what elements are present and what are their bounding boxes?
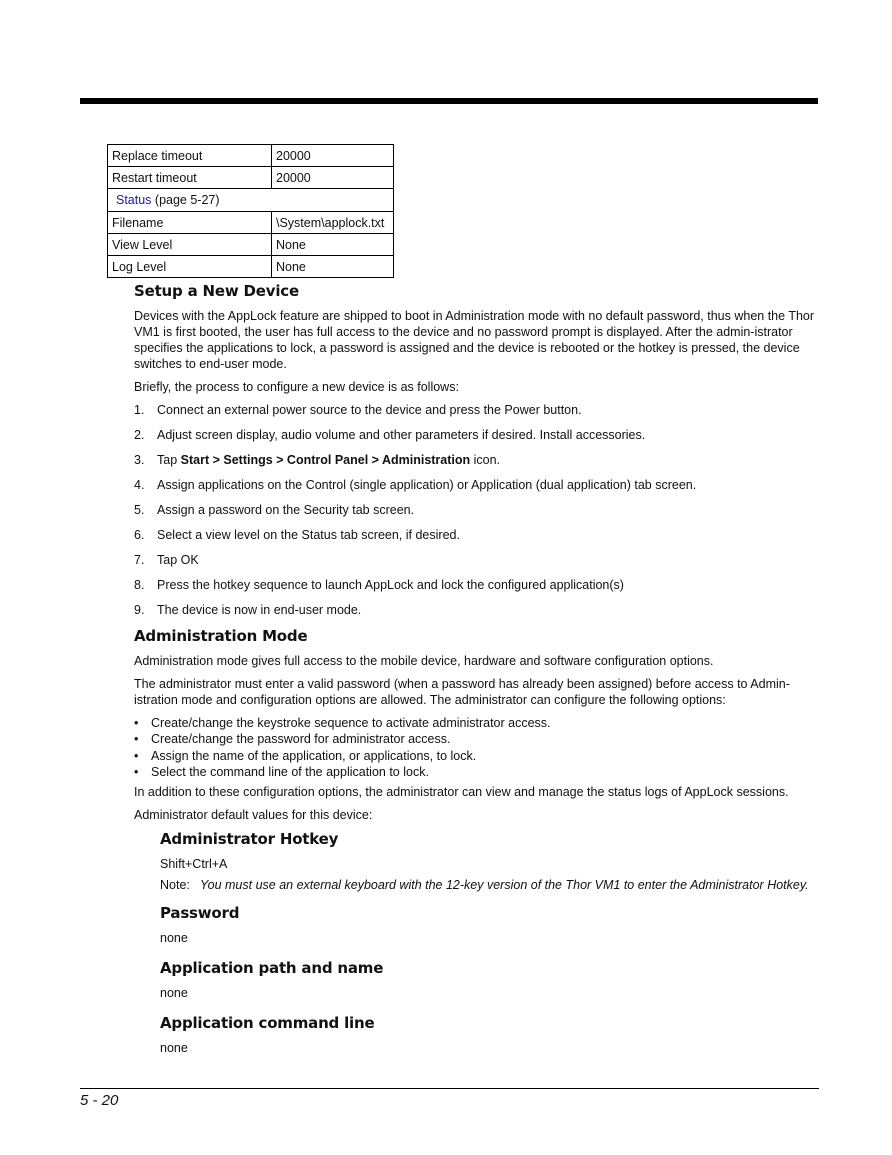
hotkey-value: Shift+Ctrl+A	[160, 857, 228, 872]
bottom-rule	[80, 1088, 819, 1089]
table-row	[108, 256, 394, 278]
list-item	[134, 502, 819, 518]
table-cell-value: 20000	[272, 167, 394, 189]
password-heading: Password	[160, 904, 240, 923]
setup-heading: Setup a New Device	[134, 282, 299, 300]
app-path-heading: Application path and name	[160, 959, 384, 978]
table-cell-label: Restart timeout	[108, 167, 272, 189]
step-number: 5.	[134, 503, 145, 517]
step-text-post: icon.	[470, 453, 501, 467]
step-number: 2.	[134, 428, 145, 442]
page-number: 5 - 20	[80, 1092, 119, 1109]
step-text: Adjust screen display, audio volume and other parameters if desired. Install accessories.	[157, 428, 646, 442]
step-number: 8.	[134, 578, 145, 592]
list-item	[134, 477, 819, 493]
table-cell-label: Filename	[108, 212, 272, 234]
step-text: Assign applications on the Control (single application) or Application (dual application) tab screen.	[157, 478, 697, 492]
table-row	[108, 212, 394, 234]
note-text: You must use an external keyboard with the 12-key version of the Thor VM1 to enter the Administrator Hotkey.	[200, 878, 809, 893]
setup-briefly: Briefly, the process to configure a new device is as follows:	[134, 380, 459, 394]
setup-intro: Devices with the AppLock feature are shipped to boot in Administration mode with no default password, thus when the Thor VM1 is first booted, the user has full access to the device and no password prompt is displayed. After the admin-istrator specifies the applications to lock, a password is assigned and the device is rebooted or the hotkey is pressed, the device switches to end-user mode.	[134, 309, 815, 371]
app-cmd-value: none	[160, 1041, 188, 1056]
admin-options-list	[134, 715, 819, 780]
table-section-row	[108, 189, 394, 212]
list-item	[134, 602, 819, 618]
top-rule	[80, 98, 818, 104]
list-item	[134, 577, 819, 593]
admin-heading: Administration Mode	[134, 627, 308, 645]
step-number: 3.	[134, 453, 145, 467]
list-item	[134, 427, 819, 443]
password-value: none	[160, 931, 188, 946]
list-item	[134, 527, 819, 543]
table-cell-value: None	[272, 256, 394, 278]
step-text-pre: Tap	[157, 453, 181, 467]
step-text: Tap OK	[157, 553, 199, 567]
admin-paragraph: Administration mode gives full access to the mobile device, hardware and software configuration options.	[134, 654, 714, 668]
list-item: • Create/change the password for administrator access.	[134, 731, 819, 747]
table-cell-value: None	[272, 234, 394, 256]
list-item: • Assign the name of the application, or applications, to lock.	[134, 748, 819, 764]
table-cell-label: View Level	[108, 234, 272, 256]
main-content	[134, 282, 819, 1063]
properties-table	[107, 144, 394, 278]
step-menu-path: Start > Settings > Control Panel > Administration	[180, 453, 471, 467]
admin-paragraph: Administrator default values for this device:	[134, 808, 373, 823]
list-item: • Select the command line of the application to lock.	[134, 764, 819, 780]
table-row	[108, 167, 394, 189]
step-text: Select a view level on the Status tab screen, if desired.	[157, 528, 460, 542]
step-text: Connect an external power source to the device and press the Power button.	[157, 403, 582, 417]
step-text: The device is now in end-user mode.	[157, 603, 362, 617]
hotkey-heading: Administrator Hotkey	[160, 830, 339, 849]
step-text: Press the hotkey sequence to launch AppLock and lock the configured application(s)	[157, 578, 624, 592]
setup-steps	[134, 402, 819, 618]
admin-paragraph: The administrator must enter a valid password (when a password has already been assigned) before access to Admin-istration mode and configuration options are allowed. The administrator can configure the following options:	[134, 677, 790, 707]
hotkey-note	[160, 879, 819, 892]
table-cell-label: Replace timeout	[108, 145, 272, 167]
note-label: Note:	[160, 878, 190, 893]
list-item	[134, 452, 819, 468]
list-item	[134, 552, 819, 568]
table-cell-label: Log Level	[108, 256, 272, 278]
status-page-ref: (page 5-27)	[151, 193, 220, 207]
step-number: 7.	[134, 553, 145, 567]
admin-paragraph: In addition to these configuration options, the administrator can view and manage the status logs of AppLock sessions.	[134, 785, 789, 800]
table-row	[108, 234, 394, 256]
step-number: 9.	[134, 603, 145, 617]
table-cell-value: 20000	[272, 145, 394, 167]
step-number: 1.	[134, 403, 145, 417]
table-section-cell	[108, 189, 394, 212]
app-path-value: none	[160, 986, 188, 1001]
list-item	[134, 402, 819, 418]
step-number: 6.	[134, 528, 145, 542]
table-row	[108, 145, 394, 167]
step-text: Assign a password on the Security tab screen.	[157, 503, 415, 517]
table-cell-value: \System\applock.txt	[272, 212, 394, 234]
list-item: • Create/change the keystroke sequence to activate administrator access.	[134, 715, 819, 731]
status-link[interactable]: Status	[116, 193, 152, 207]
app-cmd-heading: Application command line	[160, 1014, 375, 1033]
step-number: 4.	[134, 478, 145, 492]
